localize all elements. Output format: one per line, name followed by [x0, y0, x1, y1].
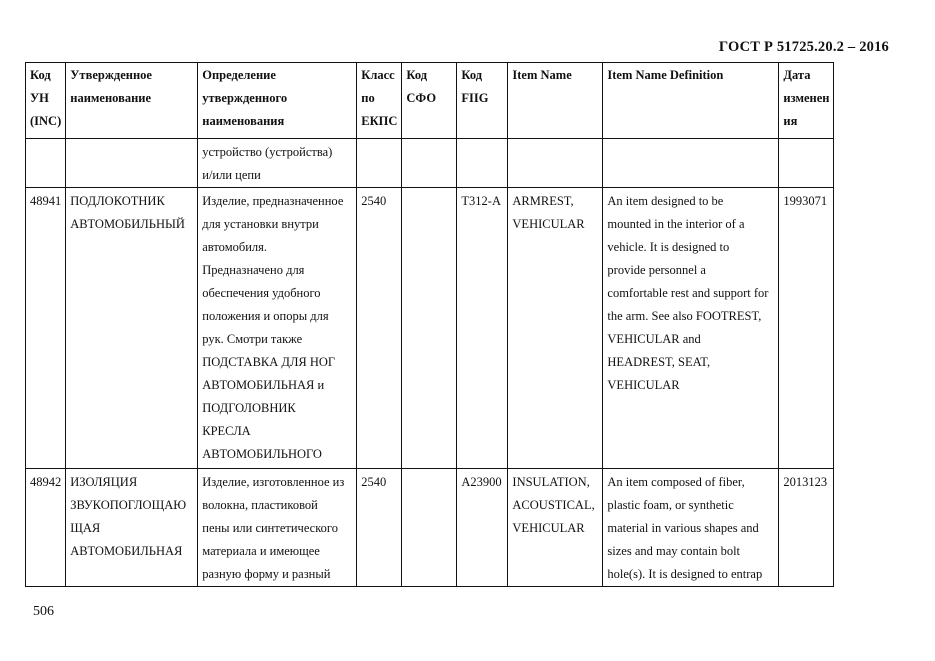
cell-item-name-definition: An item composed of fiber, plastic foam, or synthetic material in various shapes and sizes and may contain bolt hole(s). It is designed to entrap: [603, 469, 779, 587]
col-header-definition: Определение утвержденного наименования: [198, 63, 357, 139]
cell-class: [357, 139, 402, 188]
cell-class: 2540: [357, 469, 402, 587]
cell-fiig-code: A23900: [457, 469, 508, 587]
col-header-class: Класс по ЕКПС: [357, 63, 402, 139]
cell-inc: 48941: [26, 188, 66, 469]
cell-definition: Изделие, изготовленное из волокна, пластиковой пены или синтетического материала и имеющее разную форму и разный: [198, 469, 357, 587]
cell-item-name-definition: [603, 139, 779, 188]
cell-approved-name: [66, 139, 198, 188]
table-row: [26, 469, 834, 587]
cell-change-date: 1993071: [779, 188, 834, 469]
catalog-table: [25, 62, 834, 587]
table-row: [26, 139, 834, 188]
cell-item-name: ARMREST, VEHICULAR: [508, 188, 603, 469]
cell-sfo-code: [402, 188, 457, 469]
cell-definition: Изделие, предназначенное для установки внутри автомобиля. Предназначено для обеспечения удобного положения и опоры для рук. Смотри также ПОДСТАВКА ДЛЯ НОГ АВТОМОБИЛЬНАЯ и ПОДГОЛОВНИК КРЕСЛА АВТОМОБИЛЬНОГО: [198, 188, 357, 469]
col-header-item-name-definition: Item Name Definition: [603, 63, 779, 139]
table-header-row: [26, 63, 834, 139]
col-header-item-name: Item Name: [508, 63, 603, 139]
cell-definition: устройство (устройства) и/или цепи: [198, 139, 357, 188]
cell-approved-name: ПОДЛОКОТНИК АВТОМОБИЛЬНЫЙ: [66, 188, 198, 469]
cell-item-name: [508, 139, 603, 188]
cell-change-date: [779, 139, 834, 188]
cell-sfo-code: [402, 139, 457, 188]
col-header-change-date: Дата изменен ия: [779, 63, 834, 139]
col-header-inc: Код УН (INC): [26, 63, 66, 139]
cell-class: 2540: [357, 188, 402, 469]
cell-sfo-code: [402, 469, 457, 587]
cell-fiig-code: T312-A: [457, 188, 508, 469]
cell-fiig-code: [457, 139, 508, 188]
cell-item-name-definition: An item designed to be mounted in the interior of a vehicle. It is designed to provide personnel a comfortable rest and support for the arm. See also FOOTREST, VEHICULAR and HEADREST, SEAT, VEHICULAR: [603, 188, 779, 469]
col-header-fiig-code: Код FIIG: [457, 63, 508, 139]
cell-change-date: 2013123: [779, 469, 834, 587]
cell-inc: 48942: [26, 469, 66, 587]
document-title: ГОСТ Р 51725.20.2 – 2016: [718, 39, 889, 55]
cell-item-name: INSULATION, ACOUSTICAL, VEHICULAR: [508, 469, 603, 587]
col-header-approved-name: Утвержденное наименование: [66, 63, 198, 139]
table-row: [26, 188, 834, 469]
page-number: 506: [33, 604, 54, 619]
col-header-sfo-code: Код СФО: [402, 63, 457, 139]
cell-approved-name: ИЗОЛЯЦИЯ ЗВУКОПОГЛОЩАЮ ЩАЯ АВТОМОБИЛЬНАЯ: [66, 469, 198, 587]
cell-inc: [26, 139, 66, 188]
